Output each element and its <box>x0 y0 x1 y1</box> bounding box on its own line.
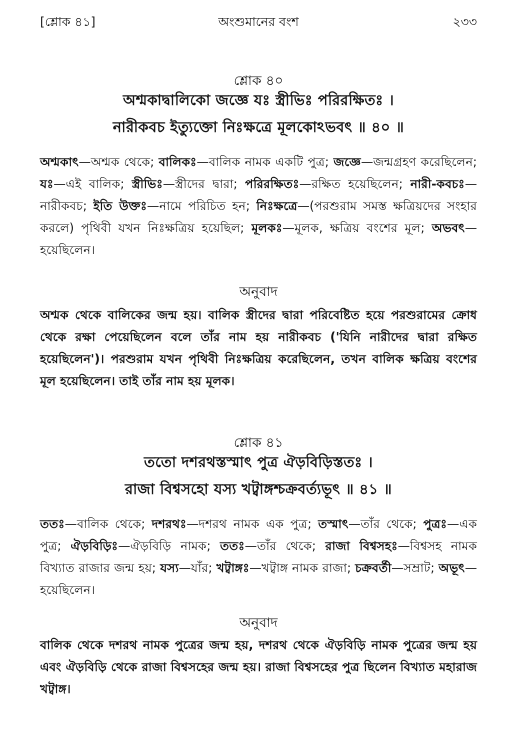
synonym-term: অশ্মকাৎ <box>40 155 79 169</box>
synonyms: ততঃ—বালিক থেকে; দশরথঃ—দশরথ নামক এক পুত্র; তস্মাৎ—তাঁর থেকে; পুত্রঃ—এক পুত্র; ঐড়বিড়িঃ—ঐড়বিড়ি নামক; ততঃ—তাঁর থেকে; রাজা বিশ্বসহঃ—বিশ্বসহ নামক বিখ্যাত রাজার জন্ম হয়; যস্য—যাঁর; খট্বাঙ্গঃ—খট্বাঙ্গ নামক রাজা; চক্রবর্তী—সম্রাট; অভূৎ—হয়েছিলেন। <box>40 517 478 597</box>
synonym-term: রাজা বিশ্বসহঃ <box>325 539 398 553</box>
synonym-meaning: অশ্মক থেকে <box>90 155 151 169</box>
synonym-meaning: রক্ষিত হয়েছিলেন <box>311 177 399 191</box>
synonym-term: ইতি উক্তঃ <box>93 199 147 213</box>
synonym-term: ঐড়বিড়িঃ <box>70 539 119 553</box>
synonym-term: ততঃ <box>40 517 65 531</box>
synonym-term: চক্রবর্তী <box>355 561 392 575</box>
header-page-number: ২৩৩ <box>452 14 477 29</box>
synonym-meaning: বিশ্বসহ নামক বিখ্যাত রাজার জন্ম হয় <box>40 539 477 575</box>
synonym-meaning: সম্রাট <box>403 561 431 575</box>
verse-line: অশ্মকাদ্বালিকো জজ্ঞে যঃ স্ত্রীভিঃ পরিরক্ষিতঃ । <box>123 93 394 109</box>
synonym-term: যস্য <box>160 561 179 575</box>
synonym-term: যঃ <box>40 177 54 191</box>
synonym-meaning: বালিক নামক একটি পুত্র <box>208 155 325 169</box>
header-verse-ref: [শ্লোক ৪১] <box>40 14 96 29</box>
synonym-meaning: তাঁর থেকে <box>256 539 312 553</box>
synonym-meaning: এক পুত্র <box>40 517 478 553</box>
sanskrit-verse <box>40 450 477 504</box>
translation-heading: অনুবাদ <box>239 615 278 631</box>
synonym-term: বালিকঃ <box>158 155 197 169</box>
verse-line: রাজা বিশ্বসহো যস্য খট্বাঙ্গশ্চক্রবর্ত্যভূৎ ॥ ৪১ ॥ <box>125 482 392 498</box>
verse-line: ততো দশরথস্তস্মাৎ পুত্র ঐড়বিড়িস্ততঃ । <box>144 455 373 471</box>
synonyms: অশ্মকাৎ—অশ্মক থেকে; বালিকঃ—বালিক নামক একটি পুত্র; জজ্ঞে—জন্মগ্রহণ করেছিলেন; যঃ—এই বালিক; স্ত্রীভিঃ—স্ত্রীদের দ্বারা; পরিরক্ষিতঃ—রক্ষিত হয়েছিলেন; নারী-কবচঃ—নারীকবচ; ইতি উক্তঃ—নামে পরিচিত হন; নিঃক্ষত্রে—(পরশুরাম সমস্ত ক্ষত্রিয়দের সংহার করলে) পৃথিবী যখন নিঃক্ষত্রিয় হয়েছিল; মূলকঃ—মূলক, ক্ষত্রিয় বংশের মূল; অভবৎ—হয়েছিলেন। <box>40 155 478 257</box>
synonym-meaning: খট্বাঙ্গ নামক রাজা <box>261 561 347 575</box>
header-chapter-title: অংশুমানের বংশ <box>218 14 299 29</box>
synonym-meaning: যাঁর <box>190 561 209 575</box>
synonym-term: নিঃক্ষত্রে <box>256 199 298 213</box>
synonym-meaning: স্ত্রীদের দ্বারা <box>175 177 234 191</box>
synonym-term: অভূৎ <box>438 561 465 575</box>
synonym-term: জজ্ঞে <box>333 155 361 169</box>
synonym-meaning: এই বালিক <box>65 177 121 191</box>
verse-heading: শ্লোক ৪১ <box>233 435 284 451</box>
synonym-meaning: জন্মগ্রহণ করেছিলেন <box>373 155 473 169</box>
synonym-term: তস্মাৎ <box>318 517 349 531</box>
translation-text: অশ্মক থেকে বালিকের জন্ম হয়। বালিক স্ত্রীদের দ্বারা পরিবেষ্টিত হয়ে পরশুরামের ক্রোধ থেকে রক্ষা পেয়েছিলেন বলে তাঁর নাম হয় নারীকবচ ('যিনি নারীদের দ্বারা রক্ষিত হয়েছিলেন')। পরশুরাম যখন পৃথিবী নিঃক্ষত্রিয় করেছিলেন, তখন বালিক ক্ষত্রিয় বংশের মূল হয়েছিলেন। তাই তাঁর নাম হয় মূলক। <box>40 308 477 388</box>
synonym-term: খট্বাঙ্গঃ <box>216 561 250 575</box>
verse-heading: শ্লোক ৪০ <box>233 73 284 89</box>
synonym-meaning: বালিক থেকে <box>76 517 142 531</box>
synonym-term: পুত্রঃ <box>423 517 448 531</box>
synonym-meaning: হয়েছিলেন। <box>40 583 95 597</box>
synonym-meaning: মূলক, ক্ষত্রিয় বংশের মূল <box>294 221 421 235</box>
synonym-meaning: নারীকবচ <box>40 199 83 213</box>
translation-heading: অনুবাদ <box>239 284 278 300</box>
sanskrit-verse <box>40 88 477 142</box>
synonym-term: ততঃ <box>219 539 245 553</box>
synonym-meaning: নামে পরিচিত হন <box>159 199 246 213</box>
synonym-term: মূলকঃ <box>251 221 283 235</box>
synonym-term: দশরথঃ <box>151 517 187 531</box>
synonym-term: পরিরক্ষিতঃ <box>245 177 300 191</box>
verse-line: নারীকবচ ইত্যুক্তো নিঃক্ষত্রে মূলকোঽভবৎ ॥ ৪০ ॥ <box>112 120 405 136</box>
running-header <box>40 14 477 34</box>
translation-text: বালিক থেকে দশরথ নামক পুত্রের জন্ম হয়, দশরথ থেকে ঐড়বিড়ি নামক পুত্রের জন্ম হয় এবং ঐড়বিড়ি থেকে রাজা বিশ্বসহের জন্ম হয়। রাজা বিশ্বসহের পুত্র ছিলেন বিখ্যাত মহারাজ খট্বাঙ্গ। <box>40 638 477 696</box>
synonym-meaning: দশরথ নামক এক পুত্র <box>198 517 308 531</box>
synonym-term: নারী-কবচঃ <box>410 177 465 191</box>
synonym-meaning: ঐড়বিড়ি নামক <box>130 539 207 553</box>
synonym-term: স্ত্রীভিঃ <box>131 177 163 191</box>
synonym-term: অভবৎ <box>431 221 465 235</box>
synonym-meaning: হয়েছিলেন। <box>40 243 95 257</box>
synonym-meaning: (পরশুরাম সমস্ত ক্ষত্রিয়দের সংহার করলে) পৃথিবী যখন নিঃক্ষত্রিয় হয়েছিল <box>40 199 477 235</box>
synonym-meaning: তাঁর থেকে <box>360 517 413 531</box>
